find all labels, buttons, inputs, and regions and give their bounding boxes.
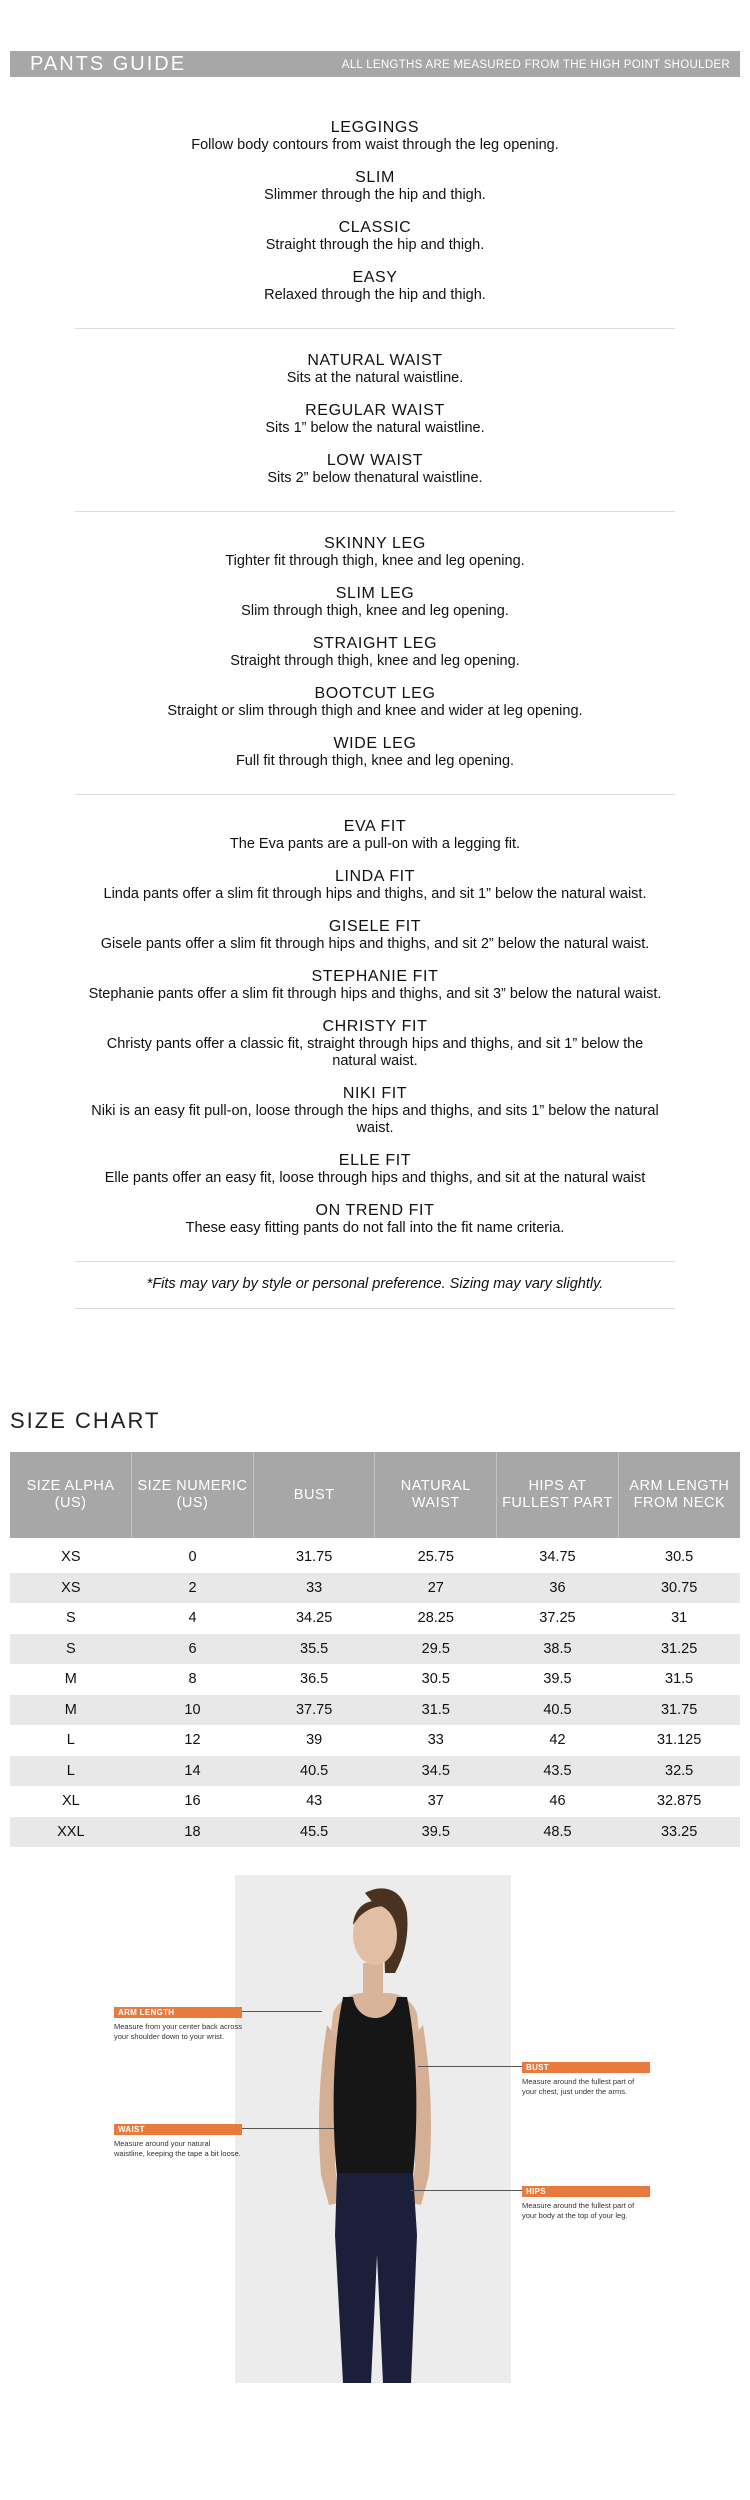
table-cell: 40.5 <box>497 1695 619 1726</box>
fit-item <box>75 634 675 670</box>
arm-length-annotation <box>114 2007 242 2041</box>
fit-title: CLASSIC <box>338 219 412 236</box>
hips-instruction: Measure around the fullest part of your body at the top of your leg. <box>522 2201 635 2220</box>
fit-item <box>75 451 675 487</box>
fit-title: CHRISTY FIT <box>322 1018 428 1035</box>
table-cell: 37.25 <box>497 1603 619 1634</box>
table-row <box>10 1786 740 1817</box>
fit-title: GISELE FIT <box>328 918 422 935</box>
size-chart-table <box>10 1452 740 1847</box>
fit-description: Sits 2” below thenatural waistline. <box>267 470 483 486</box>
fit-item <box>75 584 675 620</box>
fit-section-leg <box>75 534 675 795</box>
fit-title: ELLE FIT <box>338 1152 412 1169</box>
table-cell: 31.5 <box>375 1695 497 1726</box>
fit-title: STEPHANIE FIT <box>311 968 439 985</box>
fit-section-waist <box>75 351 675 512</box>
waist-pointer <box>242 2128 334 2129</box>
table-cell: 45.5 <box>253 1817 375 1848</box>
table-cell: 27 <box>375 1573 497 1604</box>
fit-sections <box>75 118 675 1309</box>
fit-description: Elle pants offer an easy fit, loose through hips and thighs, and sit at the natural waist <box>104 1170 646 1186</box>
table-cell: 33 <box>253 1573 375 1604</box>
table-row <box>10 1695 740 1726</box>
fit-item <box>75 684 675 720</box>
table-cell: 31.75 <box>618 1695 740 1726</box>
fit-item <box>75 1201 675 1237</box>
table-cell: M <box>10 1695 132 1726</box>
table-cell: 46 <box>497 1786 619 1817</box>
model-photo <box>235 1875 511 2383</box>
fit-title: SKINNY LEG <box>324 535 426 552</box>
fit-description: Gisele pants offer a slim fit through hips and thighs, and sit 2” below the natural waist. <box>100 936 650 952</box>
waist-label: WAIST <box>114 2124 242 2135</box>
fit-description: The Eva pants are a pull-on with a legging fit. <box>229 836 521 852</box>
fit-item <box>75 218 675 254</box>
size-chart-header-row <box>10 1452 740 1538</box>
fit-title: NATURAL WAIST <box>307 352 443 369</box>
table-cell: 38.5 <box>497 1634 619 1665</box>
table-row <box>10 1664 740 1695</box>
table-cell: 33.25 <box>618 1817 740 1848</box>
table-cell: XS <box>10 1542 132 1573</box>
table-cell: 31.125 <box>618 1725 740 1756</box>
hips-pointer <box>410 2190 522 2191</box>
table-cell: 16 <box>132 1786 254 1817</box>
table-cell: 37.75 <box>253 1695 375 1726</box>
hips-annotation <box>522 2186 650 2220</box>
table-cell: 30.75 <box>618 1573 740 1604</box>
table-cell: 8 <box>132 1664 254 1695</box>
table-cell: XXL <box>10 1817 132 1848</box>
fit-item <box>75 401 675 437</box>
table-cell: 10 <box>132 1695 254 1726</box>
fit-description: Straight through the hip and thigh. <box>265 237 485 253</box>
fit-disclaimer: *Fits may vary by style or personal preference. Sizing may vary slightly. <box>75 1276 675 1309</box>
fit-title: ON TREND FIT <box>315 1202 435 1219</box>
fit-description: Slimmer through the hip and thigh. <box>264 187 486 203</box>
arm-length-instruction: Measure from your center back across your shoulder down to your wrist. <box>114 2022 242 2041</box>
fit-description: Relaxed through the hip and thigh. <box>264 287 486 303</box>
fit-title: BOOTCUT LEG <box>314 685 436 702</box>
fit-description: Christy pants offer a classic fit, straight through hips and thighs, and sit 1” below the natural waist. <box>106 1036 644 1069</box>
fit-item <box>75 1084 675 1137</box>
table-cell: 42 <box>497 1725 619 1756</box>
table-cell: XS <box>10 1573 132 1604</box>
pants-guide-title: PANTS GUIDE <box>30 53 187 75</box>
table-cell: 31.25 <box>618 1634 740 1665</box>
fit-item <box>75 351 675 387</box>
table-row <box>10 1725 740 1756</box>
fit-item <box>75 268 675 304</box>
fit-description: Full fit through thigh, knee and leg opening. <box>235 753 515 769</box>
table-cell: 34.25 <box>253 1603 375 1634</box>
table-cell: S <box>10 1603 132 1634</box>
table-cell: 2 <box>132 1573 254 1604</box>
fit-description: Sits 1” below the natural waistline. <box>265 420 485 436</box>
table-cell: 31 <box>618 1603 740 1634</box>
table-cell: 40.5 <box>253 1756 375 1787</box>
table-row <box>10 1756 740 1787</box>
fit-item <box>75 967 675 1003</box>
table-cell: 33 <box>375 1725 497 1756</box>
table-cell: 34.75 <box>497 1542 619 1573</box>
column-header: ARM LENGTH FROM NECK <box>618 1452 740 1538</box>
fit-description: Sits at the natural waistline. <box>286 370 464 386</box>
fit-item <box>75 118 675 154</box>
fit-item <box>75 817 675 853</box>
table-cell: 32.875 <box>618 1786 740 1817</box>
bust-pointer <box>418 2066 522 2067</box>
table-cell: M <box>10 1664 132 1695</box>
table-cell: 30.5 <box>618 1542 740 1573</box>
fit-item <box>75 734 675 770</box>
table-cell: L <box>10 1756 132 1787</box>
table-cell: 0 <box>132 1542 254 1573</box>
fit-title: LOW WAIST <box>326 452 424 469</box>
fit-section-silhouette <box>75 118 675 329</box>
table-row <box>10 1542 740 1573</box>
fit-title: NIKI FIT <box>342 1085 408 1102</box>
table-row <box>10 1634 740 1665</box>
arm-length-label: ARM LENGTH <box>114 2007 242 2018</box>
fit-description: Niki is an easy fit pull-on, loose through the hips and thighs, and sits 1” below the natural waist. <box>91 1103 659 1136</box>
table-row <box>10 1817 740 1848</box>
table-cell: 25.75 <box>375 1542 497 1573</box>
fit-description: These easy fitting pants do not fall into the fit name criteria. <box>185 1220 565 1236</box>
fit-title: EASY <box>352 269 398 286</box>
fit-title: SLIM <box>355 169 395 186</box>
waist-annotation <box>114 2124 242 2158</box>
column-header: BUST <box>253 1452 375 1538</box>
pants-guide-header <box>10 51 740 77</box>
table-cell: 36 <box>497 1573 619 1604</box>
fit-title: REGULAR WAIST <box>305 402 445 419</box>
fit-item <box>75 168 675 204</box>
measurement-note: ALL LENGTHS ARE MEASURED FROM THE HIGH POINT SHOULDER <box>341 59 730 71</box>
waist-instruction: Measure around your natural waistline, keeping the tape a bit loose. <box>114 2139 241 2158</box>
table-cell: 18 <box>132 1817 254 1848</box>
table-cell: 14 <box>132 1756 254 1787</box>
column-header: SIZE NUMERIC (US) <box>132 1452 254 1538</box>
table-cell: 30.5 <box>375 1664 497 1695</box>
arm-length-pointer <box>242 2011 322 2012</box>
table-cell: 48.5 <box>497 1817 619 1848</box>
table-row <box>10 1603 740 1634</box>
fit-description: Straight through thigh, knee and leg opening. <box>230 653 520 669</box>
table-cell: 6 <box>132 1634 254 1665</box>
table-cell: 36.5 <box>253 1664 375 1695</box>
table-cell: 35.5 <box>253 1634 375 1665</box>
column-header: NATURAL WAIST <box>375 1452 497 1538</box>
column-header: HIPS AT FULLEST PART <box>497 1452 619 1538</box>
size-chart-title: SIZE CHART <box>10 1408 161 1433</box>
table-cell: 32.5 <box>618 1756 740 1787</box>
fit-description: Linda pants offer a slim fit through hips and thighs, and sit 1” below the natural waist. <box>103 886 647 902</box>
table-cell: 12 <box>132 1725 254 1756</box>
table-cell: 31.75 <box>253 1542 375 1573</box>
fit-title: SLIM LEG <box>335 585 415 602</box>
bust-instruction: Measure around the fullest part of your chest, just under the arms. <box>522 2077 635 2096</box>
table-cell: 37 <box>375 1786 497 1817</box>
fit-section-named-fits <box>75 817 675 1262</box>
table-cell: 43 <box>253 1786 375 1817</box>
table-row <box>10 1573 740 1604</box>
fit-description: Straight or slim through thigh and knee and wider at leg opening. <box>167 703 583 719</box>
table-cell: 39 <box>253 1725 375 1756</box>
fit-item <box>75 917 675 953</box>
bust-label: BUST <box>522 2062 650 2073</box>
table-cell: 31.5 <box>618 1664 740 1695</box>
table-cell: 43.5 <box>497 1756 619 1787</box>
table-cell: 34.5 <box>375 1756 497 1787</box>
table-cell: 39.5 <box>375 1817 497 1848</box>
table-cell: 4 <box>132 1603 254 1634</box>
column-header: SIZE ALPHA (US) <box>10 1452 132 1538</box>
fit-description: Tighter fit through thigh, knee and leg opening. <box>225 553 525 569</box>
fit-description: Follow body contours from waist through the leg opening. <box>191 137 559 153</box>
fit-title: WIDE LEG <box>333 735 417 752</box>
table-cell: S <box>10 1634 132 1665</box>
fit-title: LEGGINGS <box>330 119 420 136</box>
fit-title: STRAIGHT LEG <box>312 635 438 652</box>
table-cell: XL <box>10 1786 132 1817</box>
fit-item <box>75 534 675 570</box>
table-cell: 29.5 <box>375 1634 497 1665</box>
table-cell: L <box>10 1725 132 1756</box>
bust-annotation <box>522 2062 650 2096</box>
fit-item <box>75 1017 675 1070</box>
fit-item <box>75 867 675 903</box>
fit-title: EVA FIT <box>343 818 407 835</box>
fit-title: LINDA FIT <box>334 868 416 885</box>
hips-label: HIPS <box>522 2186 650 2197</box>
fit-description: Slim through thigh, knee and leg opening. <box>241 603 509 619</box>
fit-description: Stephanie pants offer a slim fit through hips and thighs, and sit 3” below the natural waist. <box>88 986 662 1002</box>
table-cell: 28.25 <box>375 1603 497 1634</box>
table-cell: 39.5 <box>497 1664 619 1695</box>
fit-item <box>75 1151 675 1187</box>
model-figure <box>235 1875 511 2383</box>
